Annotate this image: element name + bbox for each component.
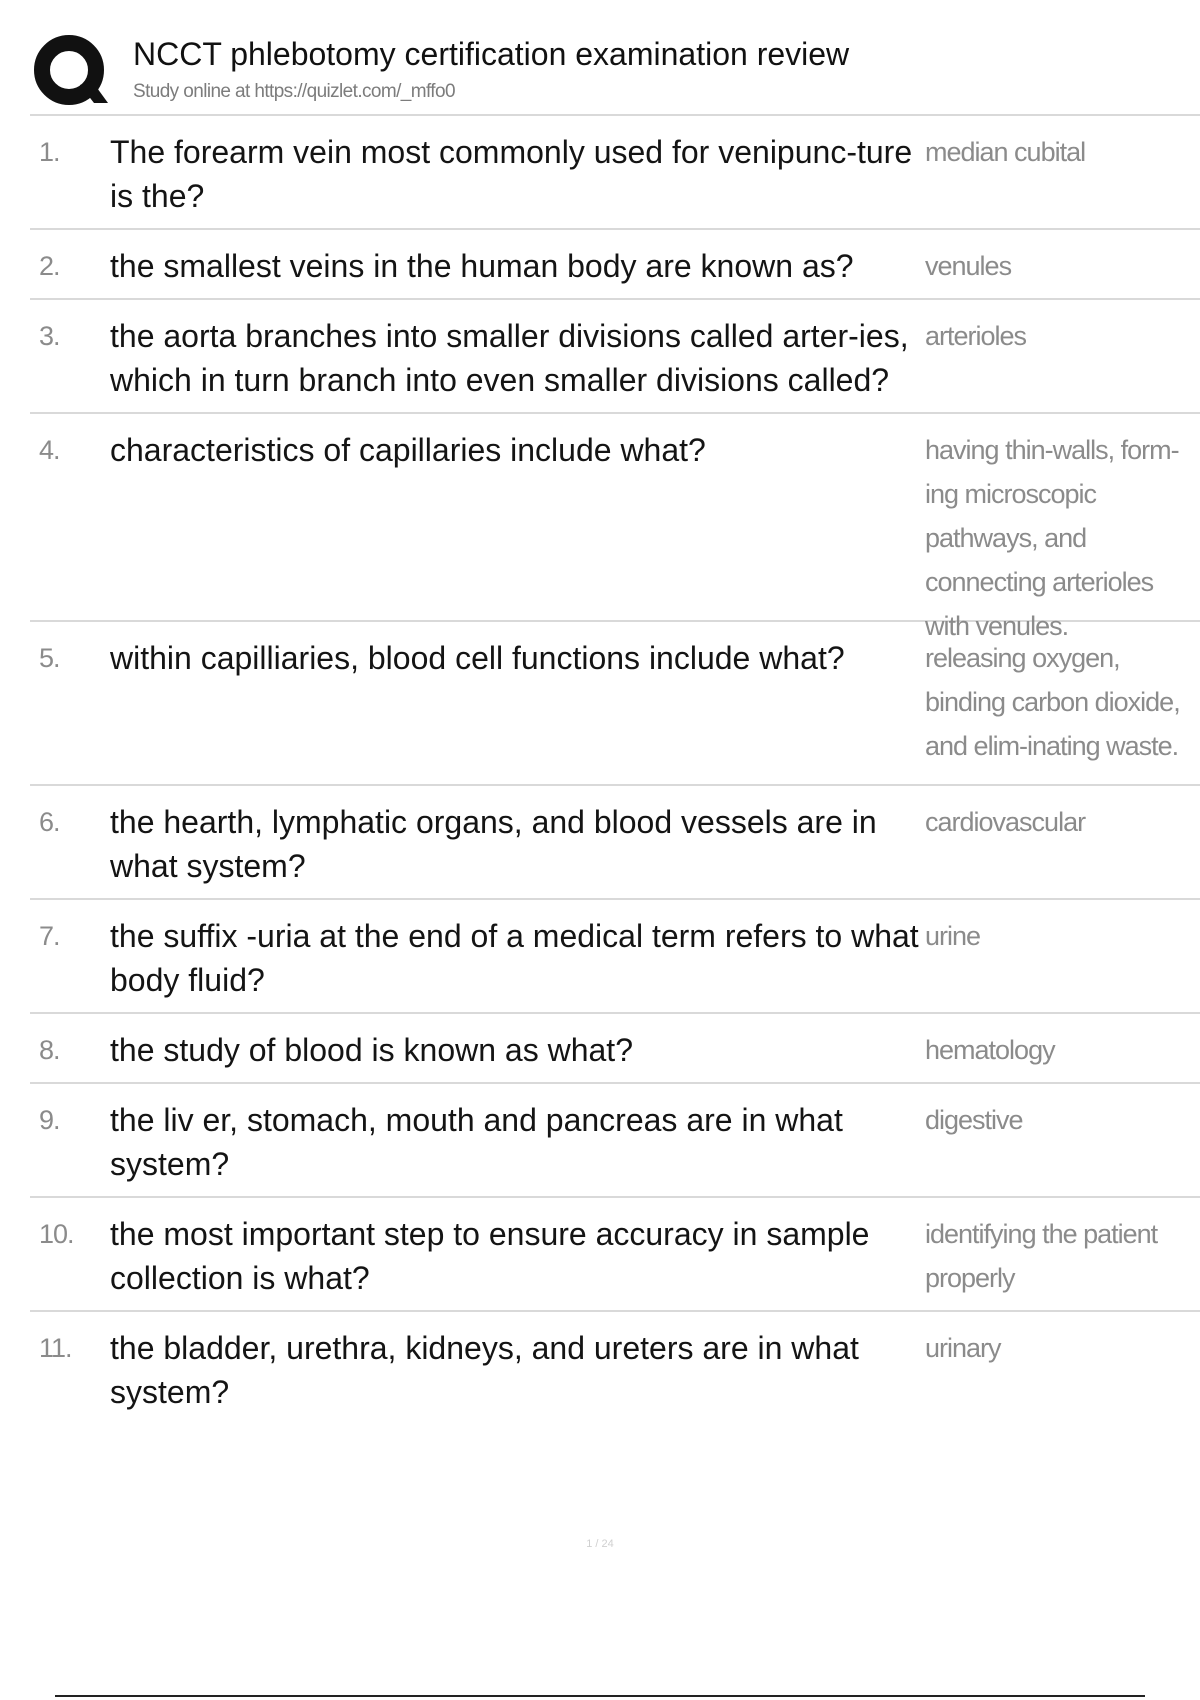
card-definition: having thin-walls, form-ing microscopic pathways, and connecting arterioles with venules. (925, 435, 1179, 641)
flashcard-row (30, 1312, 1200, 1424)
card-definition: releasing oxygen, binding carbon dioxide, and elim-inating waste. (925, 643, 1180, 761)
card-number: 3. (39, 321, 60, 351)
page-number: 1 / 24 (586, 1538, 614, 1550)
card-number: 8. (39, 1035, 60, 1065)
card-definition: digestive (925, 1105, 1023, 1135)
study-online-link[interactable]: Study online at https://quizlet.com/_mffo0 (133, 81, 455, 102)
flashcard-row (30, 900, 1200, 1014)
card-number: 2. (39, 251, 60, 281)
card-number: 11. (39, 1333, 72, 1363)
document-title: NCCT phlebotomy certification examination review (133, 36, 850, 72)
card-term: The forearm vein most commonly used for venipunc-ture is the? (110, 134, 913, 214)
page-bottom-divider (55, 1695, 1145, 1697)
card-definition: arterioles (925, 321, 1027, 351)
card-definition: identifying the patient properly (925, 1219, 1158, 1293)
flashcard-row (30, 116, 1200, 230)
card-term: the suffix -uria at the end of a medical term refers to what body fluid? (110, 918, 919, 998)
card-number: 9. (39, 1105, 60, 1135)
card-number: 5. (39, 643, 60, 673)
flashcard-row (30, 1084, 1200, 1198)
quizlet-logo-icon (32, 33, 110, 111)
card-term: the study of blood is known as what? (110, 1032, 633, 1068)
card-term: the aorta branches into smaller divisions called arter-ies, which in turn branch into even smaller divisions called? (110, 318, 909, 398)
card-term: characteristics of capillaries include what? (110, 432, 706, 468)
document-header (30, 28, 1200, 116)
card-number: 1. (39, 137, 60, 167)
card-term: the smallest veins in the human body are known as? (110, 248, 854, 284)
card-term: the liv er, stomach, mouth and pancreas are in what system? (110, 1102, 843, 1182)
card-definition: urinary (925, 1333, 1001, 1363)
flashcard-row (30, 230, 1200, 300)
card-term: the most important step to ensure accuracy in sample collection is what? (110, 1216, 870, 1296)
card-number: 6. (39, 807, 60, 837)
flashcard-row (30, 786, 1200, 900)
card-term: the hearth, lymphatic organs, and blood vessels are in what system? (110, 804, 877, 884)
flashcard-row (30, 1198, 1200, 1312)
card-definition: venules (925, 251, 1012, 281)
flashcard-row (30, 1014, 1200, 1084)
card-definition: urine (925, 921, 981, 951)
card-number: 10. (39, 1219, 74, 1249)
flashcard-row (30, 622, 1200, 786)
card-number: 7. (39, 921, 60, 951)
flashcard-list (30, 116, 1200, 1424)
flashcard-row (30, 414, 1200, 641)
card-number: 4. (39, 435, 60, 465)
card-definition: hematology (925, 1035, 1055, 1065)
card-term: the bladder, urethra, kidneys, and ureters are in what system? (110, 1330, 859, 1410)
flashcard-row (30, 300, 1200, 414)
card-definition: cardiovascular (925, 807, 1086, 837)
card-term: within capilliaries, blood cell functions include what? (110, 640, 845, 676)
card-definition: median cubital (925, 137, 1086, 167)
